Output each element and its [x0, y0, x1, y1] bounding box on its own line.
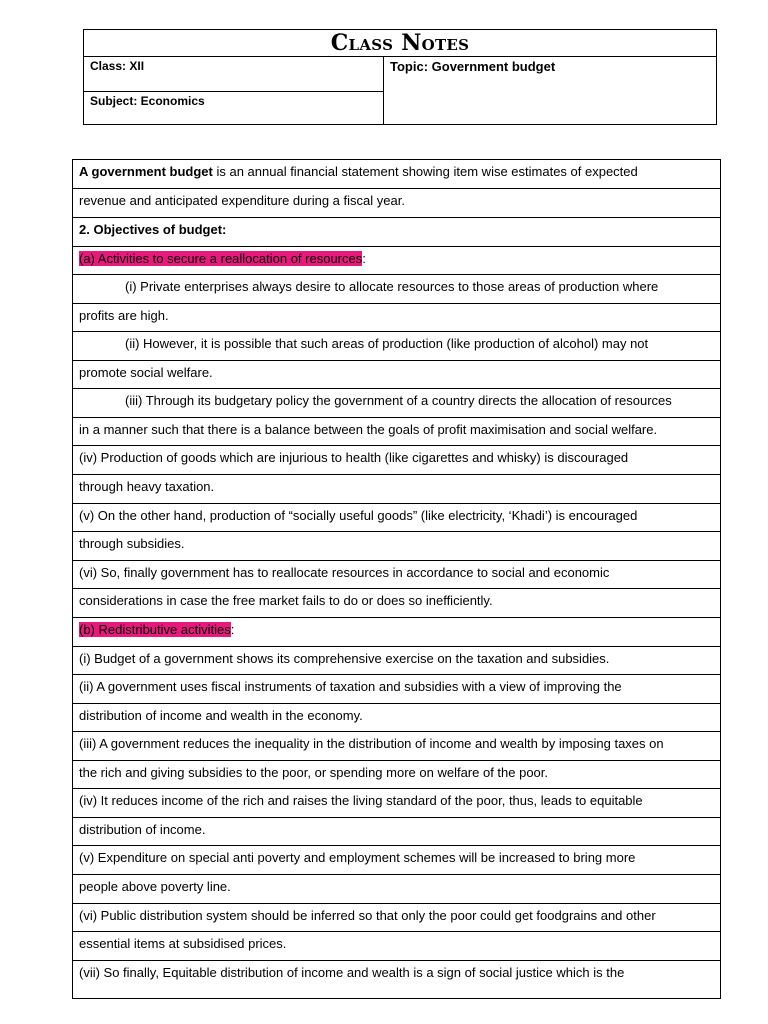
notes-table [72, 159, 721, 999]
table-row [73, 217, 720, 244]
table-row: essential items at subsidised prices. [73, 931, 720, 958]
table-row: people above poverty line. [73, 874, 720, 901]
table-row: (i) Private enterprises always desire to allocate resources to those areas of production where [73, 274, 720, 301]
table-row: through heavy taxation. [73, 474, 720, 501]
table-row: through subsidies. [73, 531, 720, 558]
table-row: (ii) A government uses fiscal instruments of taxation and subsidies with a view of improving the [73, 674, 720, 701]
highlighted-subheading: (a) Activities to secure a reallocation of resources [79, 251, 363, 266]
highlighted-subheading: (b) Redistributive activities [79, 622, 231, 637]
table-row: (v) Expenditure on special anti poverty and employment schemes will be increased to bring more [73, 845, 720, 872]
class-cell: Class: XII [84, 57, 384, 92]
table-row: (vi) Public distribution system should be inferred so that only the poor could get foodgrains and other [73, 903, 720, 930]
table-row: distribution of income. [73, 817, 720, 844]
subject-cell: Subject: Economics [84, 92, 384, 124]
table-row [73, 246, 720, 273]
table-row: the rich and giving subsidies to the poor, or spending more on welfare of the poor. [73, 760, 720, 787]
table-row: distribution of income and wealth in the economy. [73, 703, 720, 730]
table-row: considerations in case the free market fails to do or does so inefficiently. [73, 588, 720, 615]
table-row: promote social welfare. [73, 360, 720, 387]
table-row: (i) Budget of a government shows its comprehensive exercise on the taxation and subsidies. [73, 646, 720, 673]
table-row: (ii) However, it is possible that such areas of production (like production of alcohol) may not [73, 331, 720, 358]
table-row: (iii) Through its budgetary policy the government of a country directs the allocation of resources [73, 388, 720, 415]
section-heading: 2. Objectives of budget: [79, 222, 227, 237]
topic-cell: Topic: Government budget [390, 59, 556, 74]
class-notes-header [83, 29, 717, 125]
row-text: : [230, 622, 235, 637]
table-row: (v) On the other hand, production of “socially useful goods” (like electricity, ‘Khadi’) is encouraged [73, 503, 720, 530]
table-row: profits are high. [73, 303, 720, 330]
row-text: : [362, 251, 366, 266]
table-row [73, 617, 720, 644]
table-row: (iii) A government reduces the inequality in the distribution of income and wealth by imposing taxes on [73, 731, 720, 758]
page-title: Class Notes [84, 30, 716, 57]
row-text: is an annual financial statement showing item wise estimates of expected [212, 164, 638, 179]
term-bold: A government budget [79, 164, 213, 179]
table-row: revenue and anticipated expenditure during a fiscal year. [73, 188, 720, 215]
table-row [73, 160, 720, 187]
table-row: (vi) So, finally government has to reallocate resources in accordance to social and economic [73, 560, 720, 587]
table-row: in a manner such that there is a balance between the goals of profit maximisation and social welfare. [73, 417, 720, 444]
table-row: (iv) It reduces income of the rich and raises the living standard of the poor, thus, leads to equitable [73, 788, 720, 815]
table-row: (vii) So finally, Equitable distribution of income and wealth is a sign of social justice which is the [73, 960, 720, 997]
table-row: (iv) Production of goods which are injurious to health (like cigarettes and whisky) is discouraged [73, 445, 720, 472]
